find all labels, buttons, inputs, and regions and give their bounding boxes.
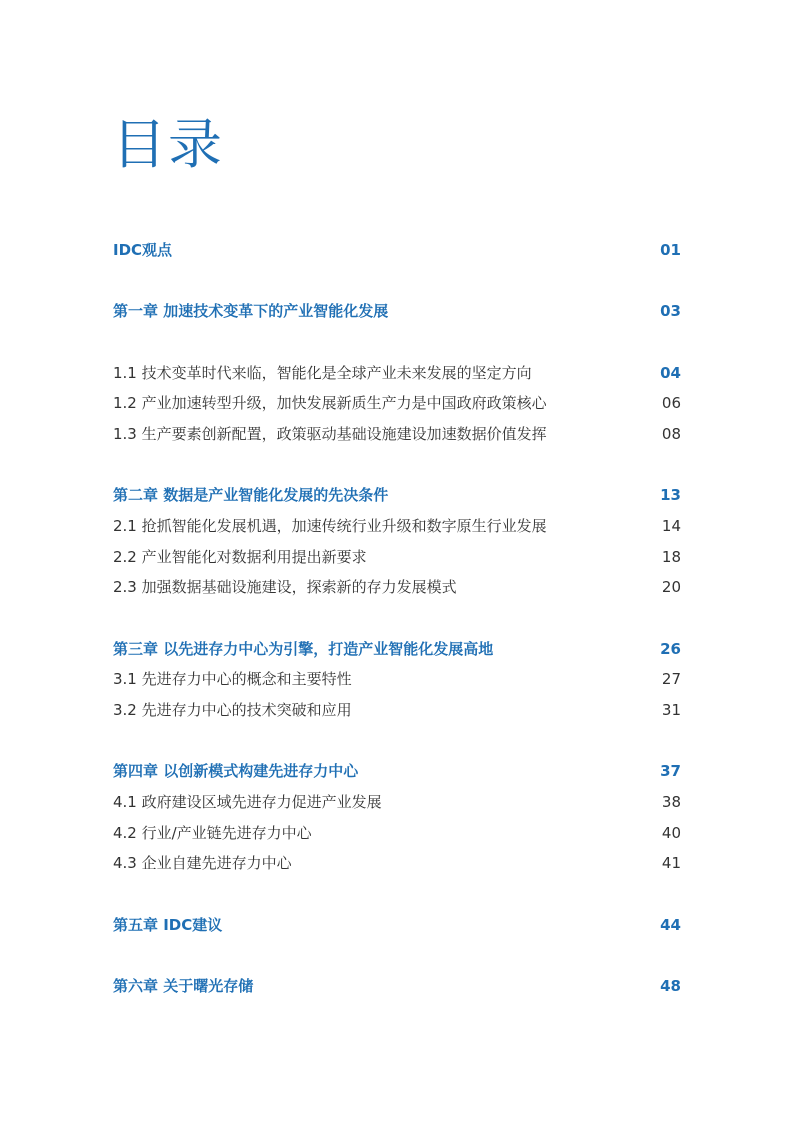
toc-page-number: 18 [661,548,681,566]
toc-section-3-1[interactable] [113,669,681,689]
toc-chapter-2[interactable] [113,485,681,505]
toc-page-number: 04 [660,364,681,382]
toc-chapter-4[interactable] [113,761,681,781]
toc-entry-label: 第一章 加速技术变革下的产业智能化发展 [113,302,389,320]
toc-chapter-5[interactable] [113,915,681,935]
toc-chapter-idc-view[interactable] [113,240,681,260]
toc-section-4-3[interactable] [113,853,681,873]
toc-entry-label: 4.1 政府建设区域先进存力促进产业发展 [113,793,382,811]
toc-entry-label: 1.2 产业加速转型升级，加快发展新质生产力是中国政府政策核心 [113,394,547,412]
toc-entry-label: 1.3 生产要素创新配置，政策驱动基础设施建设加速数据价值发挥 [113,425,547,443]
toc-page-number: 13 [660,486,681,504]
toc-page-number: 20 [661,578,681,596]
toc-section-2-3[interactable] [113,577,681,597]
toc-entry-label: 4.3 企业自建先进存力中心 [113,854,292,872]
toc-chapter-6[interactable] [113,976,681,996]
toc-entry-label: 第五章 IDC建议 [113,916,223,934]
toc-entry-label: 3.2 先进存力中心的技术突破和应用 [113,701,352,719]
page-title: 目录 [112,113,224,176]
toc-entry-label: 3.1 先进存力中心的概念和主要特性 [113,670,352,688]
toc-entry-label: 2.2 产业智能化对数据利用提出新要求 [113,548,367,566]
toc-page-number: 38 [661,793,681,811]
toc-page-number: 41 [661,854,681,872]
toc-chapter-1[interactable] [113,301,681,321]
toc-page-number: 14 [661,517,681,535]
toc-page-number: 48 [660,977,681,995]
toc-section-4-1[interactable] [113,792,681,812]
toc-chapter-3[interactable] [113,639,681,659]
toc-entry-label: 第六章 关于曙光存储 [113,977,254,995]
toc-section-1-1[interactable] [113,363,681,383]
toc-entry-label: 2.3 加强数据基础设施建设，探索新的存力发展模式 [113,578,457,596]
toc-section-2-2[interactable] [113,547,681,567]
toc-page-number: 03 [660,302,681,320]
toc-entry-label: 第四章 以创新模式构建先进存力中心 [113,762,359,780]
toc-section-1-3[interactable] [113,424,681,444]
toc-page-number: 27 [661,670,681,688]
toc-page-number: 40 [661,824,681,842]
toc-section-3-2[interactable] [113,700,681,720]
toc-page-number: 26 [660,640,681,658]
toc-section-4-2[interactable] [113,823,681,843]
toc-entry-label: 第三章 以先进存力中心为引擎，打造产业智能化发展高地 [113,640,494,658]
toc-entry-label: 2.1 抢抓智能化发展机遇，加速传统行业升级和数字原生行业发展 [113,517,547,535]
toc-entry-label: IDC观点 [113,241,173,259]
toc-page-number: 44 [660,916,681,934]
toc-page-number: 08 [661,425,681,443]
toc-page-number: 37 [660,762,681,780]
toc-entry-label: 1.1 技术变革时代来临，智能化是全球产业未来发展的坚定方向 [113,364,532,382]
toc-page-number: 01 [660,241,681,259]
toc-entry-label: 4.2 行业/产业链先进存力中心 [113,824,312,842]
toc-page-number: 31 [661,701,681,719]
toc-entry-label: 第二章 数据是产业智能化发展的先决条件 [113,486,389,504]
toc-section-1-2[interactable] [113,393,681,413]
toc-page-number: 06 [661,394,681,412]
toc-section-2-1[interactable] [113,516,681,536]
